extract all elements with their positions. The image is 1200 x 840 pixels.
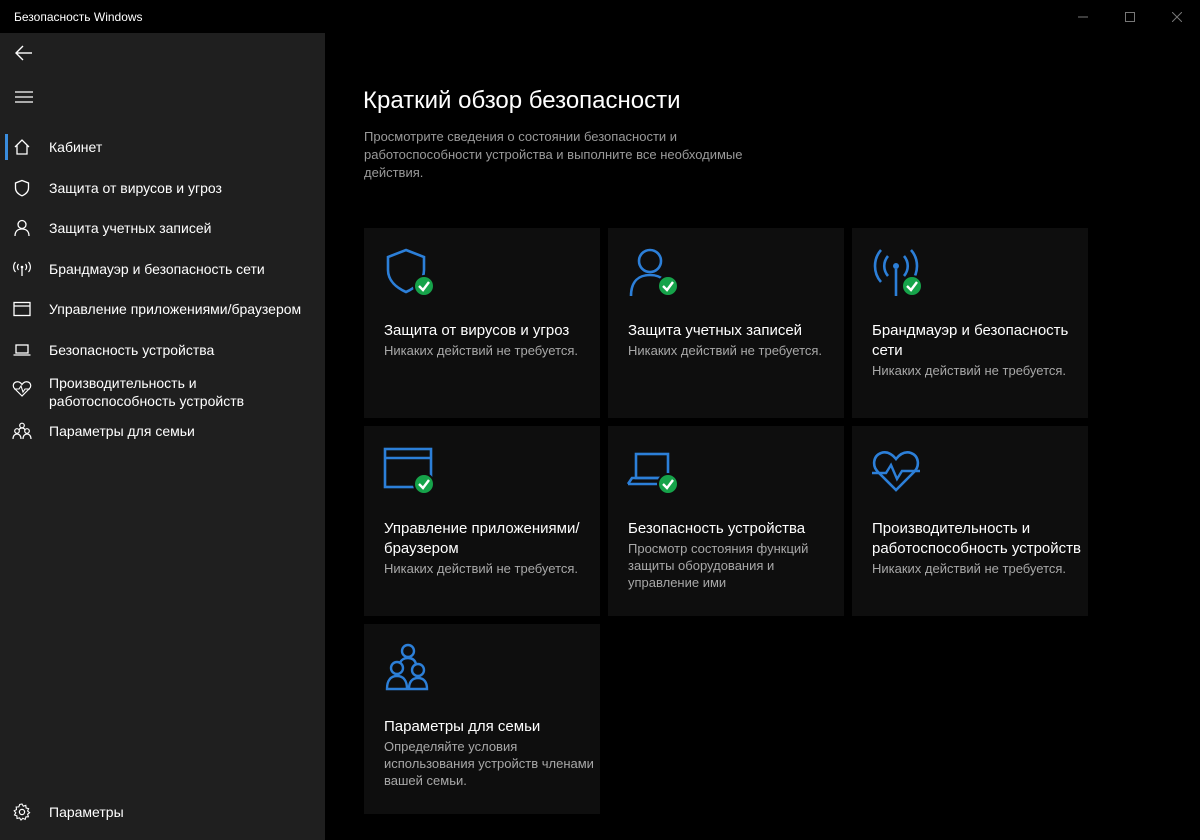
selected-indicator xyxy=(5,134,8,160)
card-title: Параметры для семьи xyxy=(384,718,541,735)
sidebar-item-label: Брандмауэр и безопасность сети xyxy=(49,261,265,277)
card-device-security[interactable] xyxy=(608,426,844,616)
maximize-icon xyxy=(1125,12,1135,22)
laptop-check-icon xyxy=(626,444,682,500)
card-app-browser-control[interactable] xyxy=(364,426,600,616)
card-title: Управление приложениями/браузером xyxy=(384,520,580,557)
card-account-protection[interactable] xyxy=(608,228,844,418)
shield-icon xyxy=(12,178,32,198)
browser-window-icon xyxy=(12,299,32,319)
card-title-group xyxy=(872,519,1082,577)
card-title: Безопасность устройства xyxy=(628,520,806,537)
card-title-group xyxy=(628,321,838,359)
heart-pulse-icon xyxy=(12,379,32,399)
card-status: Просмотр состояния функций защиты оборудования и управление ими xyxy=(628,541,809,590)
hamburger-icon xyxy=(15,91,33,103)
card-status: Никаких действий не требуется. xyxy=(384,343,579,358)
close-icon xyxy=(1172,12,1182,22)
back-arrow-icon xyxy=(15,45,33,61)
card-title-group xyxy=(628,519,838,591)
antenna-check-icon xyxy=(870,246,926,302)
card-status: Никаких действий не требуется. xyxy=(628,343,823,358)
sidebar-item-label: Кабинет xyxy=(49,139,103,155)
card-title: Защита от вирусов и угроз xyxy=(384,322,570,339)
person-check-icon xyxy=(626,246,682,302)
close-button[interactable] xyxy=(1154,0,1200,33)
main-content xyxy=(325,33,1200,840)
title-bar xyxy=(0,0,1200,33)
gear-icon xyxy=(12,802,32,822)
family-icon xyxy=(12,421,32,441)
family-icon xyxy=(382,642,438,698)
sidebar-item-account-protection[interactable] xyxy=(0,215,325,241)
card-status: Определяйте условия использования устройств членами вашей семьи. xyxy=(384,739,594,788)
card-firewall[interactable] xyxy=(852,228,1088,418)
sidebar-item-device-security[interactable] xyxy=(0,337,325,363)
sidebar-item-family-options[interactable] xyxy=(0,418,325,444)
back-button[interactable] xyxy=(0,33,48,73)
sidebar-item-label: Производительность и работоспособность устройств xyxy=(49,375,245,409)
card-title-group xyxy=(384,519,594,577)
home-icon xyxy=(12,137,32,157)
card-status: Никаких действий не требуется. xyxy=(872,561,1067,576)
sidebar-item-label: Параметры для семьи xyxy=(49,423,195,439)
person-icon xyxy=(12,218,32,238)
browser-check-icon xyxy=(382,444,438,500)
card-virus-protection[interactable] xyxy=(364,228,600,418)
card-title-group xyxy=(384,717,594,789)
sidebar-item-home[interactable] xyxy=(0,134,325,160)
hamburger-menu-button[interactable] xyxy=(0,77,48,117)
card-family-options[interactable] xyxy=(364,624,600,814)
card-title-group xyxy=(384,321,594,359)
sidebar-item-app-browser-control[interactable] xyxy=(0,296,325,322)
card-status: Никаких действий не требуется. xyxy=(872,363,1067,378)
minimize-button[interactable] xyxy=(1060,0,1106,33)
minimize-icon xyxy=(1078,12,1088,22)
page-description: Просмотрите сведения о состоянии безопасности и работоспособности устройства и выполните все необходимые действия. xyxy=(364,129,743,180)
card-status: Никаких действий не требуется. xyxy=(384,561,579,576)
window-title: Безопасность Windows xyxy=(14,10,143,24)
sidebar-item-label: Защита от вирусов и угроз xyxy=(49,180,222,196)
sidebar-item-device-performance[interactable] xyxy=(0,373,325,411)
sidebar-item-settings[interactable] xyxy=(0,799,325,825)
sidebar xyxy=(0,33,325,840)
sidebar-item-virus-protection[interactable] xyxy=(0,175,325,201)
card-device-performance[interactable] xyxy=(852,426,1088,616)
heart-pulse-icon xyxy=(870,444,926,500)
shield-check-icon xyxy=(382,246,438,302)
antenna-icon xyxy=(12,259,32,279)
sidebar-item-label: Безопасность устройства xyxy=(49,342,215,358)
card-title-group xyxy=(872,321,1082,379)
sidebar-item-label: Управление приложениями/браузером xyxy=(49,301,302,317)
sidebar-item-label: Защита учетных записей xyxy=(49,220,212,236)
page-title: Краткий обзор безопасности xyxy=(363,87,681,114)
card-title: Производительность и работоспособность устройств xyxy=(872,520,1081,557)
card-title: Брандмауэр и безопасность сети xyxy=(872,322,1069,359)
sidebar-item-label: Параметры xyxy=(49,804,124,820)
laptop-icon xyxy=(12,340,32,360)
sidebar-item-firewall[interactable] xyxy=(0,256,325,282)
card-title: Защита учетных записей xyxy=(628,322,803,339)
maximize-button[interactable] xyxy=(1107,0,1153,33)
